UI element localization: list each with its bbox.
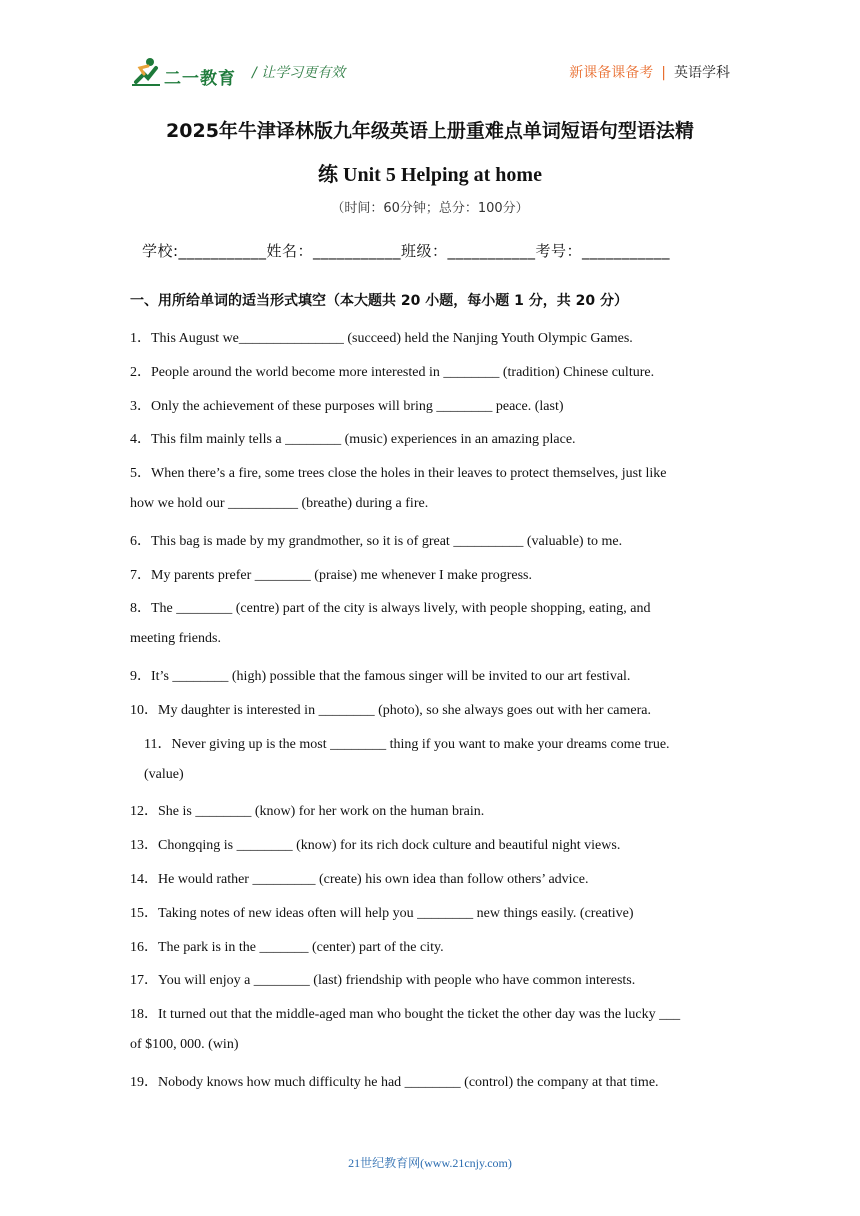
question-line: 17．You will enjoy a ________ (last) friendship with people who have common interests. — [130, 973, 636, 988]
title-line2-cn: 练 — [318, 162, 339, 186]
logo-text: 二一教育 — [164, 69, 236, 89]
question-line: 7．My parents prefer ________ (praise) me whenever I make progress. — [130, 568, 532, 583]
question-line: 9．It’s ________ (high) possible that the famous singer will be invited to our art festival. — [130, 669, 631, 684]
runner-logo-icon — [130, 56, 164, 88]
page-title-line1: 2025年牛津译林版九年级英语上册重难点单词短语句型语法精 — [166, 120, 694, 142]
question-line: how we hold our __________ (breathe) during a fire. — [130, 496, 429, 511]
question-line: 5．When there’s a fire, some trees close the holes in their leaves to protect themselves, just like — [130, 466, 667, 481]
question-line: 14．He would rather _________ (create) his own idea than follow others’ advice. — [130, 872, 589, 887]
question-line: (value) — [144, 767, 184, 782]
question-line: 18．It turned out that the middle-aged man who bought the ticket the other day was the lucky ___ — [130, 1007, 681, 1022]
question-line: 12．She is ________ (know) for her work on the human brain. — [130, 804, 485, 819]
question-line: 1．This August we_______________ (succeed) held the Nanjing Youth Olympic Games. — [130, 331, 633, 346]
question-line: 19．Nobody knows how much difficulty he had ________ (control) the company at that time. — [130, 1075, 659, 1090]
question-line: 2．People around the world become more interested in ________ (tradition) Chinese culture. — [130, 365, 655, 380]
question-line: of $100, 000. (win) — [130, 1037, 239, 1052]
page-header — [130, 52, 730, 92]
page-footer: 21世纪教育网(www.21cnjy.com) — [348, 1156, 512, 1170]
question-line: 11．Never giving up is the most ________ thing if you want to make your dreams come true. — [144, 737, 670, 752]
logo — [130, 56, 242, 88]
page-title-line2 — [0, 158, 860, 187]
question-line: 16．The park is in the _______ (center) part of the city. — [130, 940, 444, 955]
question-line: 10．My daughter is interested in ________ (photo), so she always goes out with her camera. — [130, 703, 652, 718]
question-line: 13．Chongqing is ________ (know) for its rich dock culture and beautiful night views. — [130, 838, 621, 853]
question-line: 8．The ________ (centre) part of the city is always lively, with people shopping, eating, and — [130, 601, 651, 616]
header-right — [569, 62, 730, 82]
exam-meta: （时间：60分钟；总分：100分） — [331, 201, 529, 216]
header-separator: | — [661, 65, 666, 81]
header-slogan: / 让学习更有效 — [252, 65, 346, 81]
header-right-label: 新课备课备考 — [569, 65, 654, 81]
question-line: meeting friends. — [130, 631, 221, 646]
question-line: 15．Taking notes of new ideas often will help you ________ new things easily. (creative) — [130, 906, 634, 921]
question-line: 6．This bag is made by my grandmother, so it is of great __________ (valuable) to me. — [130, 534, 623, 549]
question-line: 3．Only the achievement of these purposes will bring ________ peace. (last) — [130, 399, 564, 414]
header-subject: 英语学科 — [674, 65, 730, 81]
student-info-line: 学校:___________姓名：___________班级：___________考号：___________ — [142, 242, 671, 260]
title-line2-en: Unit 5 Helping at home — [338, 164, 542, 186]
question-line: 4．This film mainly tells a ________ (music) experiences in an amazing place. — [130, 432, 576, 447]
section-title: 一、用所给单词的适当形式填空（本大题共 20 小题，每小题 1 分，共 20 分） — [130, 293, 628, 309]
